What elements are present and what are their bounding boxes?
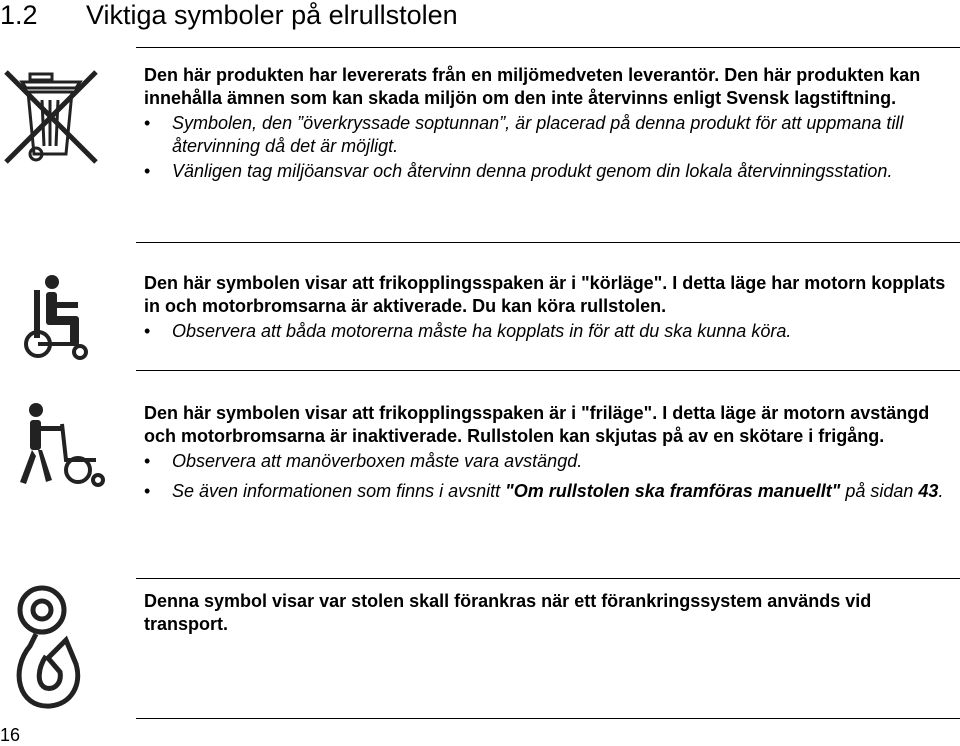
- free-mode-intro: Den här symbolen visar att frikopplingsspaken är i "friläge". I detta läge är motorn avstängd och motorbromsarna är inaktiverade. Rullstolen kan skjutas på av en skötare i frigång.: [144, 403, 930, 446]
- list-item: • Observera att båda motorerna måste ha kopplats in för att du ska kunna köra.: [144, 320, 952, 343]
- section-recycling: [144, 64, 952, 183]
- manual-section-reference: "Om rullstolen ska framföras manuellt": [505, 481, 841, 501]
- drive-mode-bullets: [144, 320, 952, 343]
- divider: [136, 47, 960, 48]
- page-number: 16: [0, 725, 21, 745]
- section-drive-mode: [144, 272, 952, 343]
- divider: [136, 578, 960, 579]
- recycling-bullets: [144, 112, 952, 183]
- section-anchoring: [144, 590, 952, 636]
- list-item: • Symbolen, den ”överkryssade soptunnan”, är placerad på denna produkt för att uppmana till återvinning då det är möjligt.: [144, 112, 952, 158]
- powered-wheelchair-icon: [18, 272, 98, 362]
- page-heading: [0, 0, 458, 34]
- list-item: • Vänligen tag miljöansvar och återvinn denna produkt genom din lokala återvinningsstation.: [144, 160, 952, 183]
- list-item: • Observera att manöverboxen måste vara avstängd.: [144, 450, 952, 473]
- divider: [136, 718, 960, 719]
- divider: [136, 370, 960, 371]
- anchoring-intro: Denna symbol visar var stolen skall förankras när ett förankringssystem används vid transport.: [144, 591, 872, 634]
- free-mode-bullets: [144, 450, 952, 503]
- divider: [136, 242, 960, 243]
- recycling-intro: Den här produkten har levererats från en miljömedveten leverantör. Den här produkten kan innehålla ämnen som kan skada miljön om den inte återvinns enligt Svensk lagstiftning.: [144, 65, 921, 108]
- list-item-reference: • Se även informationen som finns i avsnitt "Om rullstolen ska framföras manuellt" på sidan 43.: [144, 480, 952, 503]
- page-reference: 43: [918, 481, 939, 501]
- pushed-wheelchair-icon: [6, 400, 106, 490]
- heading-number: 1.2: [0, 0, 38, 30]
- anchor-hook-icon: [4, 584, 94, 714]
- section-free-mode: [144, 402, 952, 503]
- heading-title: Viktiga symboler på elrullstolen: [86, 0, 458, 30]
- crossed-bin-icon: [2, 66, 102, 166]
- drive-mode-intro: Den här symbolen visar att frikopplingsspaken är i "körläge". I detta läge har motorn kopplats in och motorbromsarna är aktiverade. Du kan köra rullstolen.: [144, 273, 946, 316]
